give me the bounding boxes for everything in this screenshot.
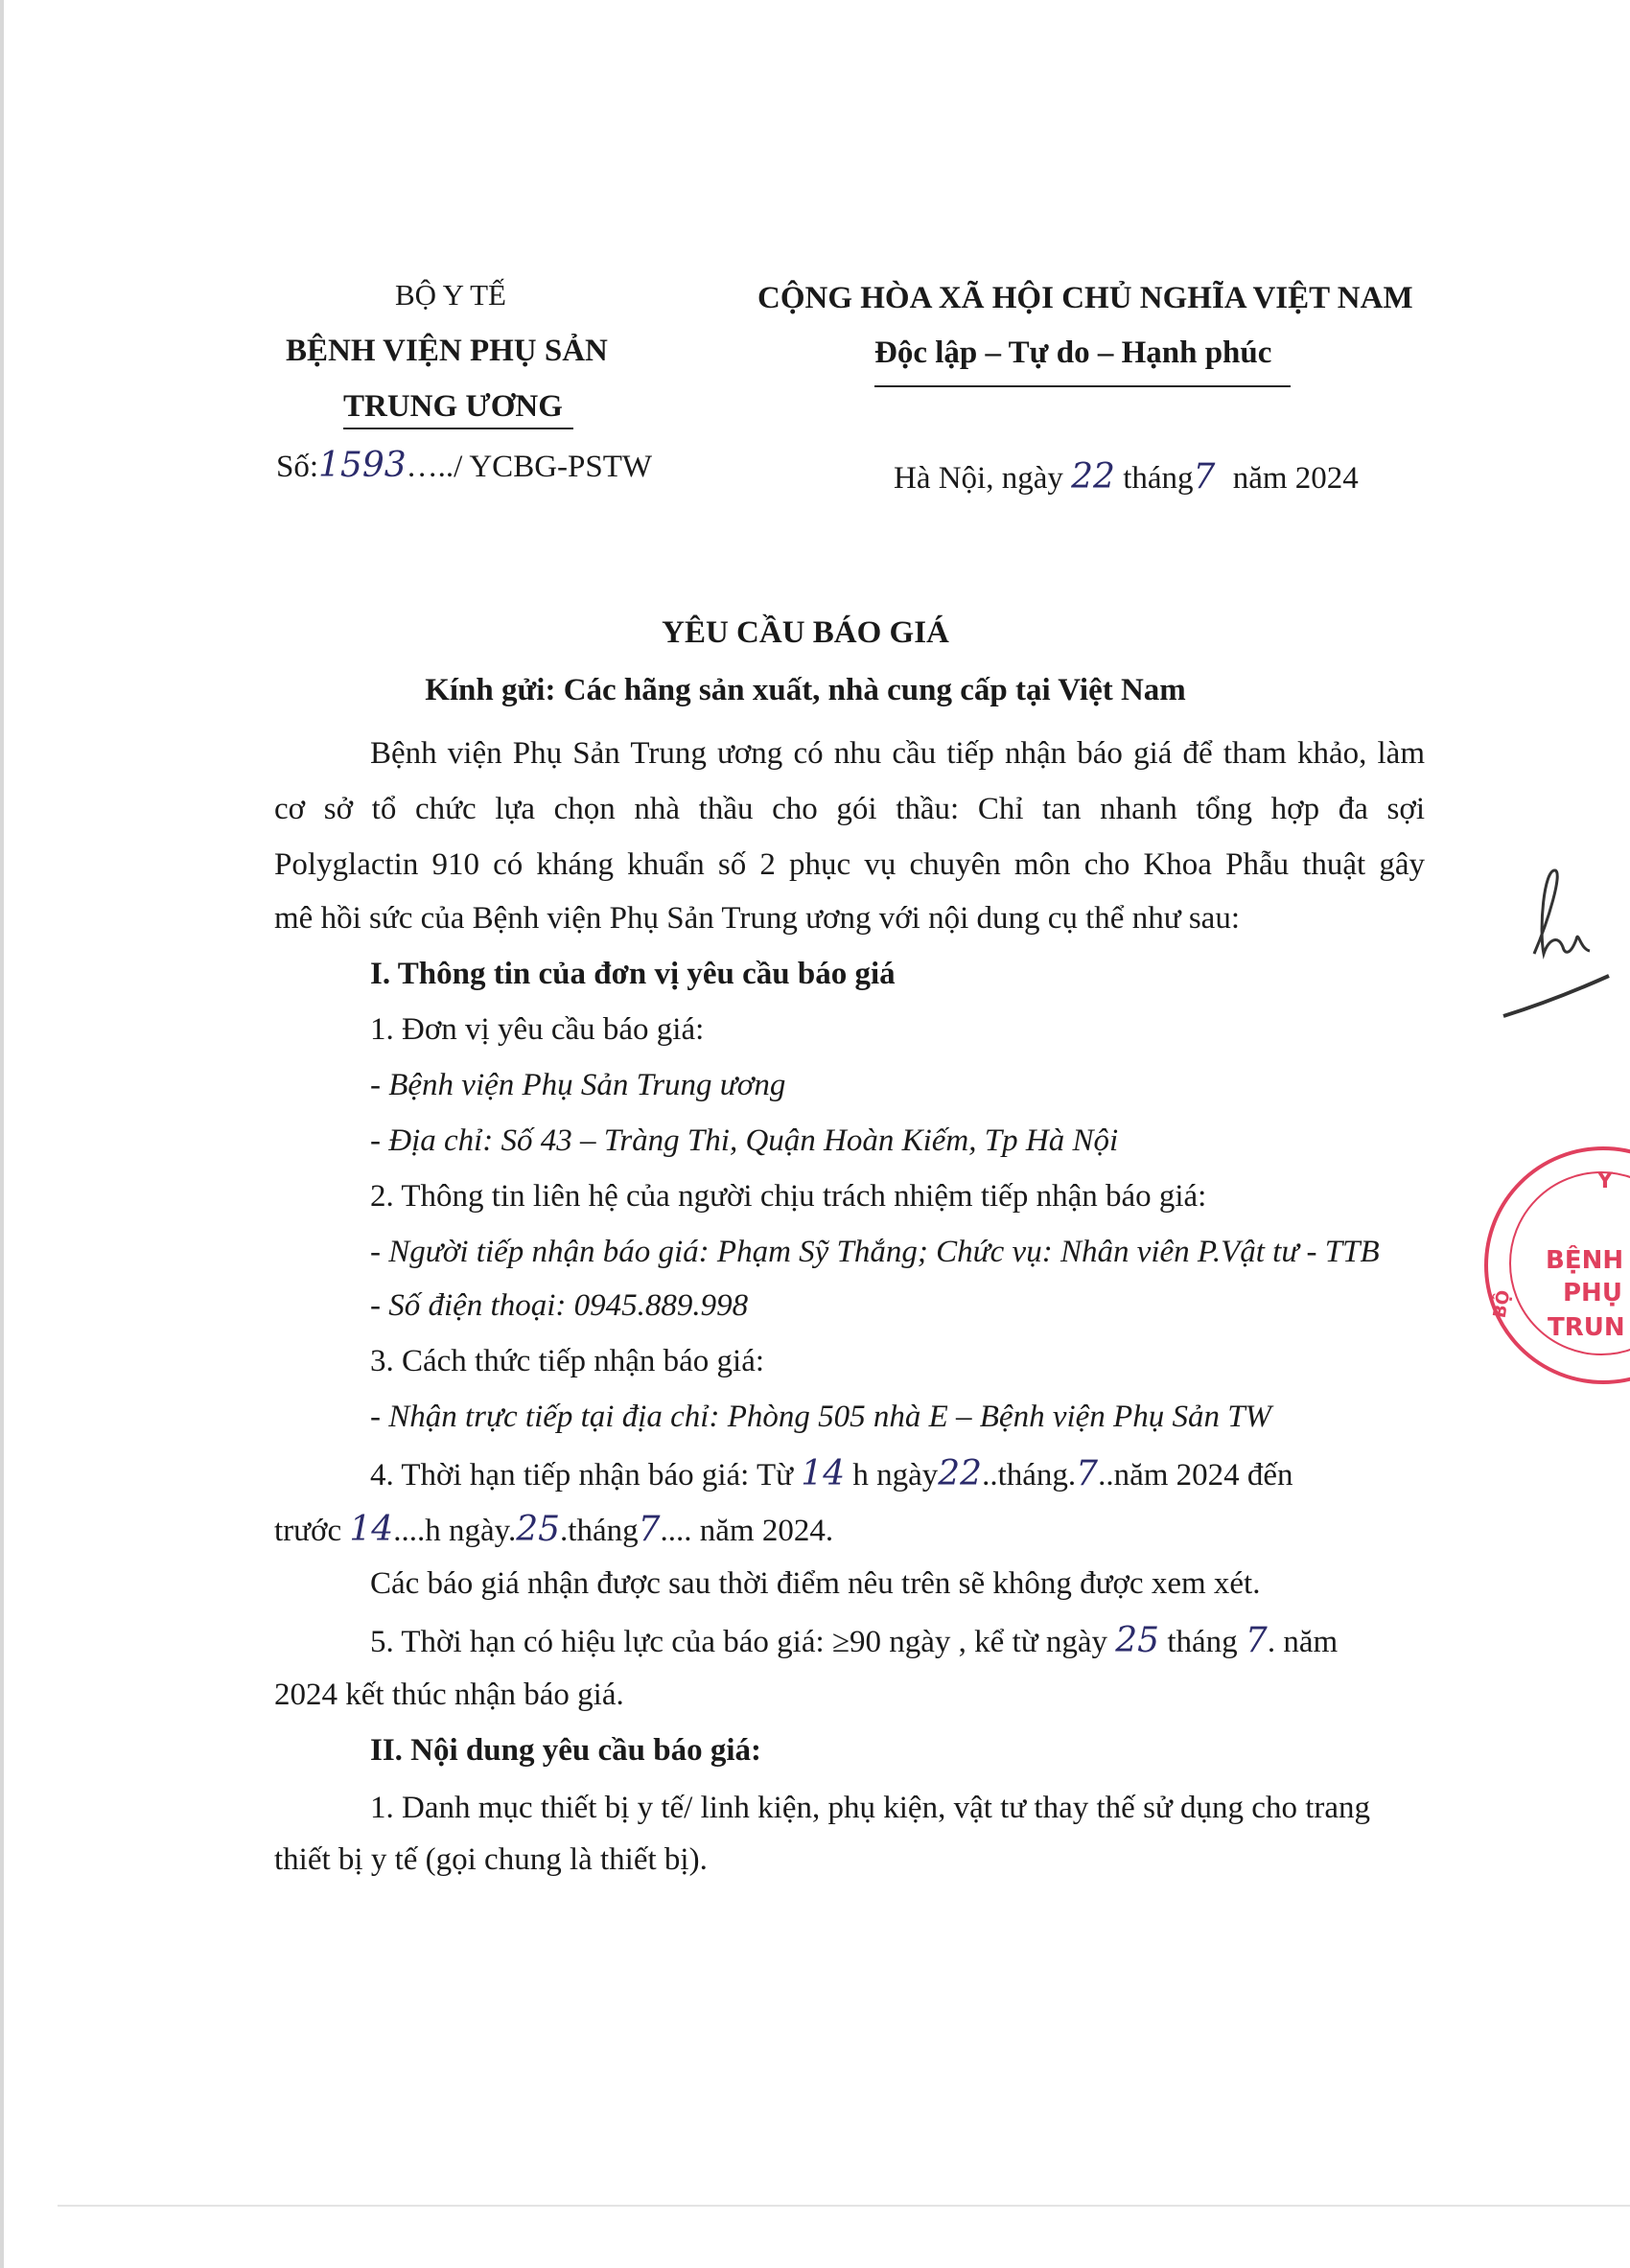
requesting-unit-name: - Bệnh viện Phụ Sản Trung ương (370, 1068, 786, 1102)
country-name: CỘNG HÒA XÃ HỘI CHỦ NGHĨA VIỆT NAM (757, 281, 1413, 315)
recipient-line: Kính gửi: Các hãng sản xuất, nhà cung cấp tại Việt Nam (425, 673, 1186, 707)
item4-h-day2: ....h ngày. (393, 1514, 517, 1548)
initial-signature (1496, 863, 1611, 1026)
item4-from-hour: 14 (801, 1454, 846, 1493)
date-prefix: Hà Nội, ngày (894, 461, 1063, 496)
stamp-text-line1: BỆNH (1546, 1246, 1624, 1275)
requesting-unit-address: - Địa chỉ: Số 43 – Tràng Thi, Quận Hoàn Kiếm, Tp Hà Nội (370, 1123, 1119, 1158)
section2-item1-line1: 1. Danh mục thiết bị y tế/ linh kiện, phụ kiện, vật tư thay thế sử dụng cho trang (370, 1791, 1370, 1825)
item5-suffix: . năm (1267, 1625, 1339, 1659)
late-submission-note: Các báo giá nhận được sau thời điểm nêu trên sẽ không được xem xét. (370, 1566, 1261, 1601)
page-bottom-edge (58, 2205, 1630, 2207)
number-handwritten: 1593 (318, 446, 407, 485)
date-month-label: tháng (1123, 461, 1194, 496)
item5-month-label: tháng (1167, 1625, 1238, 1659)
item4-from-month: 7 (1076, 1454, 1099, 1493)
date-day: 22 (1071, 457, 1115, 497)
section1-item5-line2: 2024 kết thúc nhận báo giá. (274, 1678, 624, 1712)
section1-item3: 3. Cách thức tiếp nhận báo giá: (370, 1344, 765, 1378)
item4-prefix: 4. Thời hạn tiếp nhận báo giá: Từ (370, 1458, 794, 1493)
number-suffix: …../ YCBG-PSTW (406, 450, 653, 484)
item4-month-label: ..tháng. (982, 1458, 1077, 1493)
section2-item1-line2: thiết bị y tế (gọi chung là thiết bị). (274, 1842, 708, 1877)
intro-line-1: Bệnh viện Phụ Sản Trung ương có nhu cầu tiếp nhận báo giá để tham khảo, làm (370, 736, 1425, 771)
number-label: Số: (276, 450, 319, 484)
hospital-name-line1: BỆNH VIỆN PHỤ SẢN (286, 334, 608, 368)
item4-to-month: 7 (638, 1510, 661, 1549)
item4-to-hour: 14 (349, 1510, 394, 1549)
item4-h-day: h ngày (852, 1458, 939, 1493)
intro-line-2: cơ sở tổ chức lựa chọn nhà thầu cho gói thầu: Chỉ tan nhanh tổng hợp đa sợi (274, 792, 1425, 826)
section1-item1: 1. Đơn vị yêu cầu báo giá: (370, 1012, 705, 1047)
section1-item2: 2. Thông tin liên hệ của người chịu trách nhiệm tiếp nhận báo giá: (370, 1179, 1207, 1214)
item5-prefix: 5. Thời hạn có hiệu lực của báo giá: ≥90 ngày , kể từ ngày (370, 1625, 1108, 1659)
receipt-method: - Nhận trực tiếp tại địa chỉ: Phòng 505 nhà E – Bệnh viện Phụ Sản TW (370, 1400, 1272, 1434)
item5-month: 7 (1245, 1621, 1268, 1660)
intro-line-4: mê hồi sức của Bệnh viện Phụ Sản Trung ương với nội dung cụ thể như sau: (274, 901, 1240, 936)
motto-underline (874, 385, 1291, 387)
section1-item4-line2 (274, 1510, 834, 1549)
section1-heading: I. Thông tin của đơn vị yêu cầu báo giá (370, 957, 896, 991)
item5-day: 25 (1115, 1621, 1160, 1660)
date-year: năm 2024 (1232, 461, 1359, 496)
section1-item4-line1 (370, 1454, 1293, 1493)
item4-from-day: 22 (938, 1454, 983, 1493)
contact-phone: - Số điện thoại: 0945.889.998 (370, 1288, 749, 1323)
header-left-underline (343, 428, 573, 429)
intro-line-3: Polyglactin 910 có kháng khuẩn số 2 phục vụ chuyên môn cho Khoa Phẫu thuật gây (274, 847, 1425, 882)
contact-person: - Người tiếp nhận báo giá: Phạm Sỹ Thắng; Chức vụ: Nhân viên P.Vật tư - TTB (370, 1235, 1380, 1269)
document-number (276, 446, 653, 485)
national-motto: Độc lập – Tự do – Hạnh phúc (874, 336, 1272, 370)
stamp-text-line2: PHỤ (1563, 1279, 1622, 1308)
date-month: 7 (1193, 457, 1216, 497)
item4-year-to: ..năm 2024 đến (1098, 1458, 1293, 1493)
stamp-text-line3: TRUN (1548, 1313, 1625, 1342)
document-title: YÊU CẦU BÁO GIÁ (662, 615, 949, 650)
section2-heading: II. Nội dung yêu cầu báo giá: (370, 1733, 762, 1768)
section1-item5-line1 (370, 1621, 1339, 1660)
hospital-name-line2: TRUNG ƯƠNG (343, 389, 563, 424)
item4-month-label2: .tháng (560, 1514, 639, 1548)
item4-to-day: 25 (516, 1510, 561, 1549)
document-date (894, 457, 1359, 497)
ministry-name: BỘ Y TẾ (395, 278, 506, 312)
page-edge (0, 0, 4, 2268)
item4-before: trước (274, 1514, 342, 1548)
stamp-text-top: Y (1597, 1169, 1613, 1193)
stamp-text-side: BỘ (1489, 1288, 1515, 1320)
item4-year2: .... năm 2024. (660, 1514, 834, 1548)
